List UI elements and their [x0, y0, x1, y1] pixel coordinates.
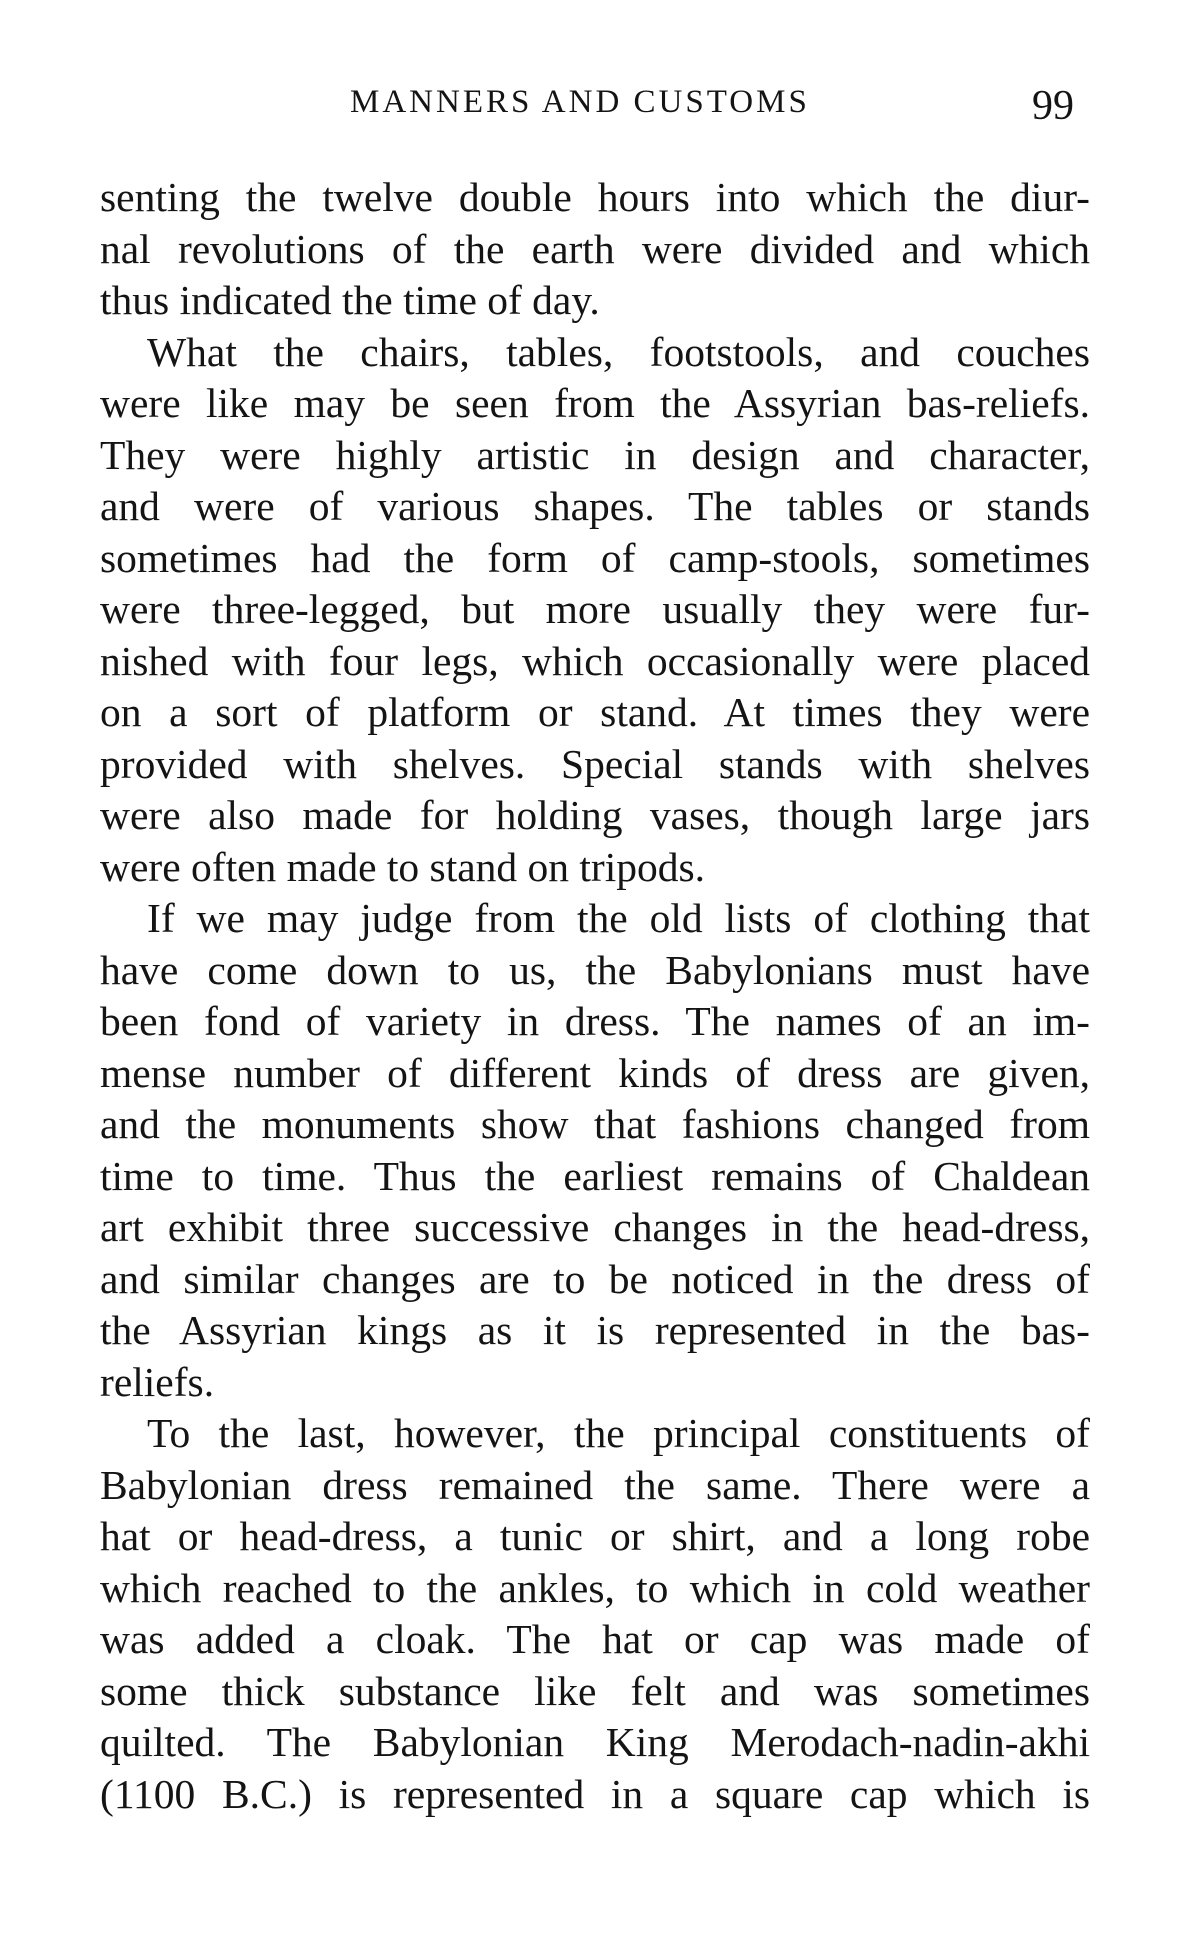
text-line: and were of various shapes. The tables or stands	[100, 483, 1090, 529]
text-line: were like may be seen from the Assyrian bas-reliefs.	[100, 380, 1090, 426]
text-line: and similar changes are to be noticed in the dress of	[100, 1255, 1090, 1302]
text-line: Babylonian dress remained the same. There were a	[100, 1461, 1090, 1508]
text-line: were also made for holding vases, though large jars	[100, 792, 1090, 838]
text-line: hat or head-dress, a tunic or shirt, and a long robe	[100, 1513, 1090, 1559]
paragraph-first-line: If we may judge from the old lists of clothing that	[147, 895, 1090, 941]
text-line: the Assyrian kings as it is represented in the bas-	[100, 1307, 1090, 1353]
text-line: have come down to us, the Babylonians must have	[100, 946, 1090, 993]
text-line: They were highly artistic in design and character,	[100, 431, 1090, 478]
text-line: and the monuments show that fashions changed from	[100, 1101, 1090, 1147]
running-header: MANNERS AND CUSTOMS	[350, 84, 810, 120]
text-line: were three-legged, but more usually they were fur-	[100, 586, 1090, 632]
text-line: nal revolutions of the earth were divided and which	[100, 225, 1090, 272]
text-line: nished with four legs, which occasionally were placed	[100, 637, 1090, 684]
text-line: senting the twelve double hours into which the diur-	[100, 174, 1090, 220]
page-number: 99	[1032, 83, 1074, 129]
text-line: provided with shelves. Special stands with shelves	[100, 740, 1090, 787]
text-line: been fond of variety in dress. The names of an im-	[100, 998, 1090, 1044]
paragraph-first-line: To the last, however, the principal constituents of	[147, 1410, 1090, 1456]
paragraph-first-line: What the chairs, tables, footstools, and couches	[147, 328, 1090, 375]
text-line: some thick substance like felt and was sometimes	[100, 1667, 1090, 1714]
text-line: (1100 B.C.) is represented in a square cap which is	[100, 1770, 1090, 1817]
text-line: time to time. Thus the earliest remains of Chaldean	[100, 1152, 1090, 1199]
text-line: was added a cloak. The hat or cap was made of	[100, 1616, 1090, 1662]
text-line: reliefs.	[100, 1358, 215, 1405]
text-line: mense number of different kinds of dress are given,	[100, 1049, 1090, 1096]
text-line: sometimes had the form of camp-stools, sometimes	[100, 534, 1090, 581]
text-line: art exhibit three successive changes in the head-dress,	[100, 1204, 1090, 1250]
text-line: thus indicated the time of day.	[100, 277, 600, 323]
text-line: on a sort of platform or stand. At times they were	[100, 689, 1090, 735]
text-line: were often made to stand on tripods.	[100, 843, 706, 890]
text-line: quilted. The Babylonian King Merodach-nadin-akhi	[100, 1719, 1090, 1765]
text-line: which reached to the ankles, to which in cold weather	[100, 1564, 1090, 1611]
body-text	[100, 172, 1090, 1820]
